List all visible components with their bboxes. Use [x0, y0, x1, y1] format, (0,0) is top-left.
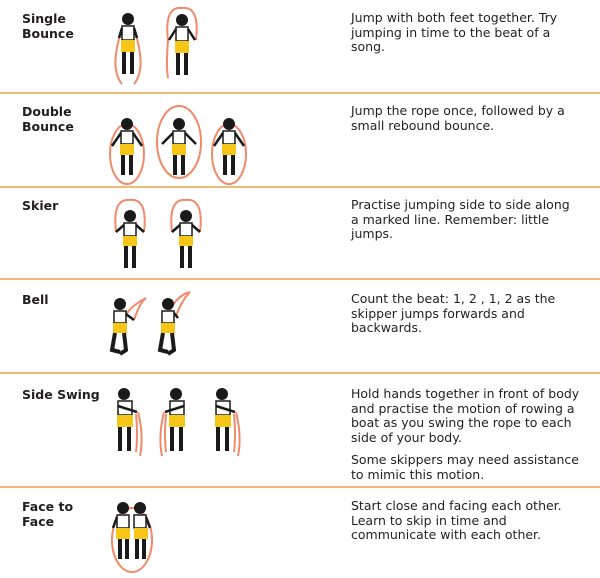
skill-row-bell	[0, 280, 600, 372]
skill-description: Count the beat: 1, 2 , 1, 2 as the skipper jumps forwards and backwards.	[351, 291, 556, 335]
skipper-figure-icon	[160, 6, 204, 88]
skill-row-single-bounce	[0, 0, 600, 92]
skipper-figure-icon	[106, 114, 148, 186]
skill-description: Jump with both feet together. Try jumping in time to the beat of a song.	[351, 10, 558, 54]
skill-name: Single Bounce	[22, 11, 74, 41]
skipper-figure-icon	[108, 10, 148, 88]
skipper-figure-icon	[206, 386, 246, 466]
skipper-figure-icon	[108, 196, 152, 276]
skipper-figure-icon	[104, 498, 160, 576]
skill-row-side-swing	[0, 374, 600, 486]
skill-row-double-bounce	[0, 94, 600, 186]
skill-name: Bell	[22, 292, 49, 307]
skill-description: Hold hands together in front of body and practise the motion of rowing a boat as you swing the rope to each side of your body. Some skippers may need assistance to mimic this motion.	[351, 386, 580, 482]
skill-row-face-to-face	[0, 488, 600, 578]
skill-name: Skier	[22, 198, 59, 213]
skill-description: Practise jumping side to side along a marked line. Remember: little jumps.	[351, 197, 570, 241]
skill-name: Double Bounce	[22, 104, 74, 134]
skipper-figure-icon	[208, 114, 250, 186]
skipper-figure-icon	[108, 386, 148, 466]
skill-name: Face to Face	[22, 499, 74, 529]
skipper-figure-icon	[154, 102, 204, 186]
skill-name: Side Swing	[22, 387, 100, 402]
skill-description: Start close and facing each other. Learn to skip in time and communicate with each other.	[351, 498, 562, 542]
skill-description: Jump the rope once, followed by a small rebound bounce.	[351, 103, 565, 133]
skipper-figure-icon	[106, 294, 150, 364]
skipper-figure-icon	[164, 196, 208, 276]
skipper-figure-icon	[152, 290, 196, 364]
skipper-figure-icon	[158, 386, 198, 466]
skill-row-skier	[0, 188, 600, 278]
